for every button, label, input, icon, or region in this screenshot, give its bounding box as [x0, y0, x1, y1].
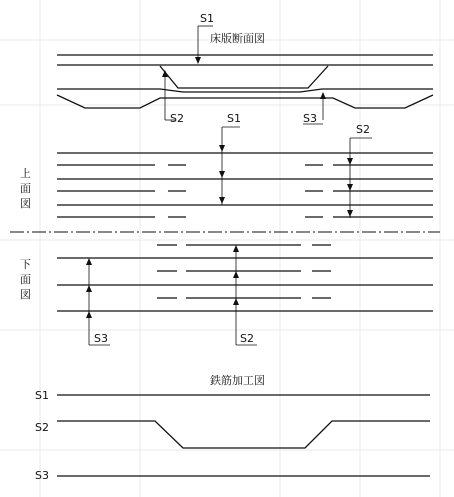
rebar-s3-bottom: [57, 89, 433, 92]
bottom-s2-arrowhead-1: [233, 245, 239, 252]
rebar-s3-label: S3: [35, 469, 49, 482]
top-view-label-1: 上: [20, 167, 31, 180]
slab-bottom-surface: [57, 95, 433, 108]
top-view: [20, 112, 433, 218]
rebar-s2-section: [160, 66, 328, 88]
top-s2-arrowhead-2: [347, 184, 353, 191]
section-s1-arrowhead: [195, 57, 201, 64]
top-s1-arrowhead-1: [219, 145, 225, 152]
top-s1-arrowhead-3: [219, 197, 225, 204]
top-s2-arrowhead-1: [347, 158, 353, 165]
bottom-s2-arrowhead-3: [233, 298, 239, 305]
section-s1-label: S1: [200, 12, 214, 25]
section-s3-label: S3: [303, 112, 317, 125]
bottom-s2-label: S2: [240, 332, 254, 345]
bottom-view-label-1: 下: [20, 258, 31, 271]
top-s1-arrowhead-2: [219, 171, 225, 178]
slab-section: [57, 12, 433, 125]
top-s2-label: S2: [356, 123, 370, 136]
rebar-s1-label: S1: [35, 389, 49, 402]
section-s2-label: S2: [170, 112, 184, 125]
bottom-view-label-2: 面: [20, 273, 31, 286]
bottom-s3-arrowhead-3: [86, 311, 92, 318]
bottom-s3-arrowhead-1: [86, 258, 92, 265]
section-title: 床版断面図: [210, 32, 265, 45]
section-s2-arrowhead: [162, 70, 168, 77]
top-s2-arrowhead-3: [347, 210, 353, 217]
rebar-shape-s2: [57, 421, 430, 448]
rebar-s2-label: S2: [35, 421, 49, 434]
top-view-label-2: 面: [20, 182, 31, 195]
bottom-s3-label: S3: [94, 332, 108, 345]
rebar-bending-diagram: [35, 373, 430, 482]
bottom-view-label-3: 図: [20, 288, 31, 301]
bottom-s2-arrowhead-2: [233, 271, 239, 278]
section-s3-arrowhead: [320, 92, 326, 99]
bottom-s3-arrowhead-2: [86, 285, 92, 292]
top-s1-label: S1: [227, 112, 241, 125]
top-view-label-3: 図: [20, 197, 31, 210]
rebar-title: 鉄筋加工図: [210, 374, 265, 387]
